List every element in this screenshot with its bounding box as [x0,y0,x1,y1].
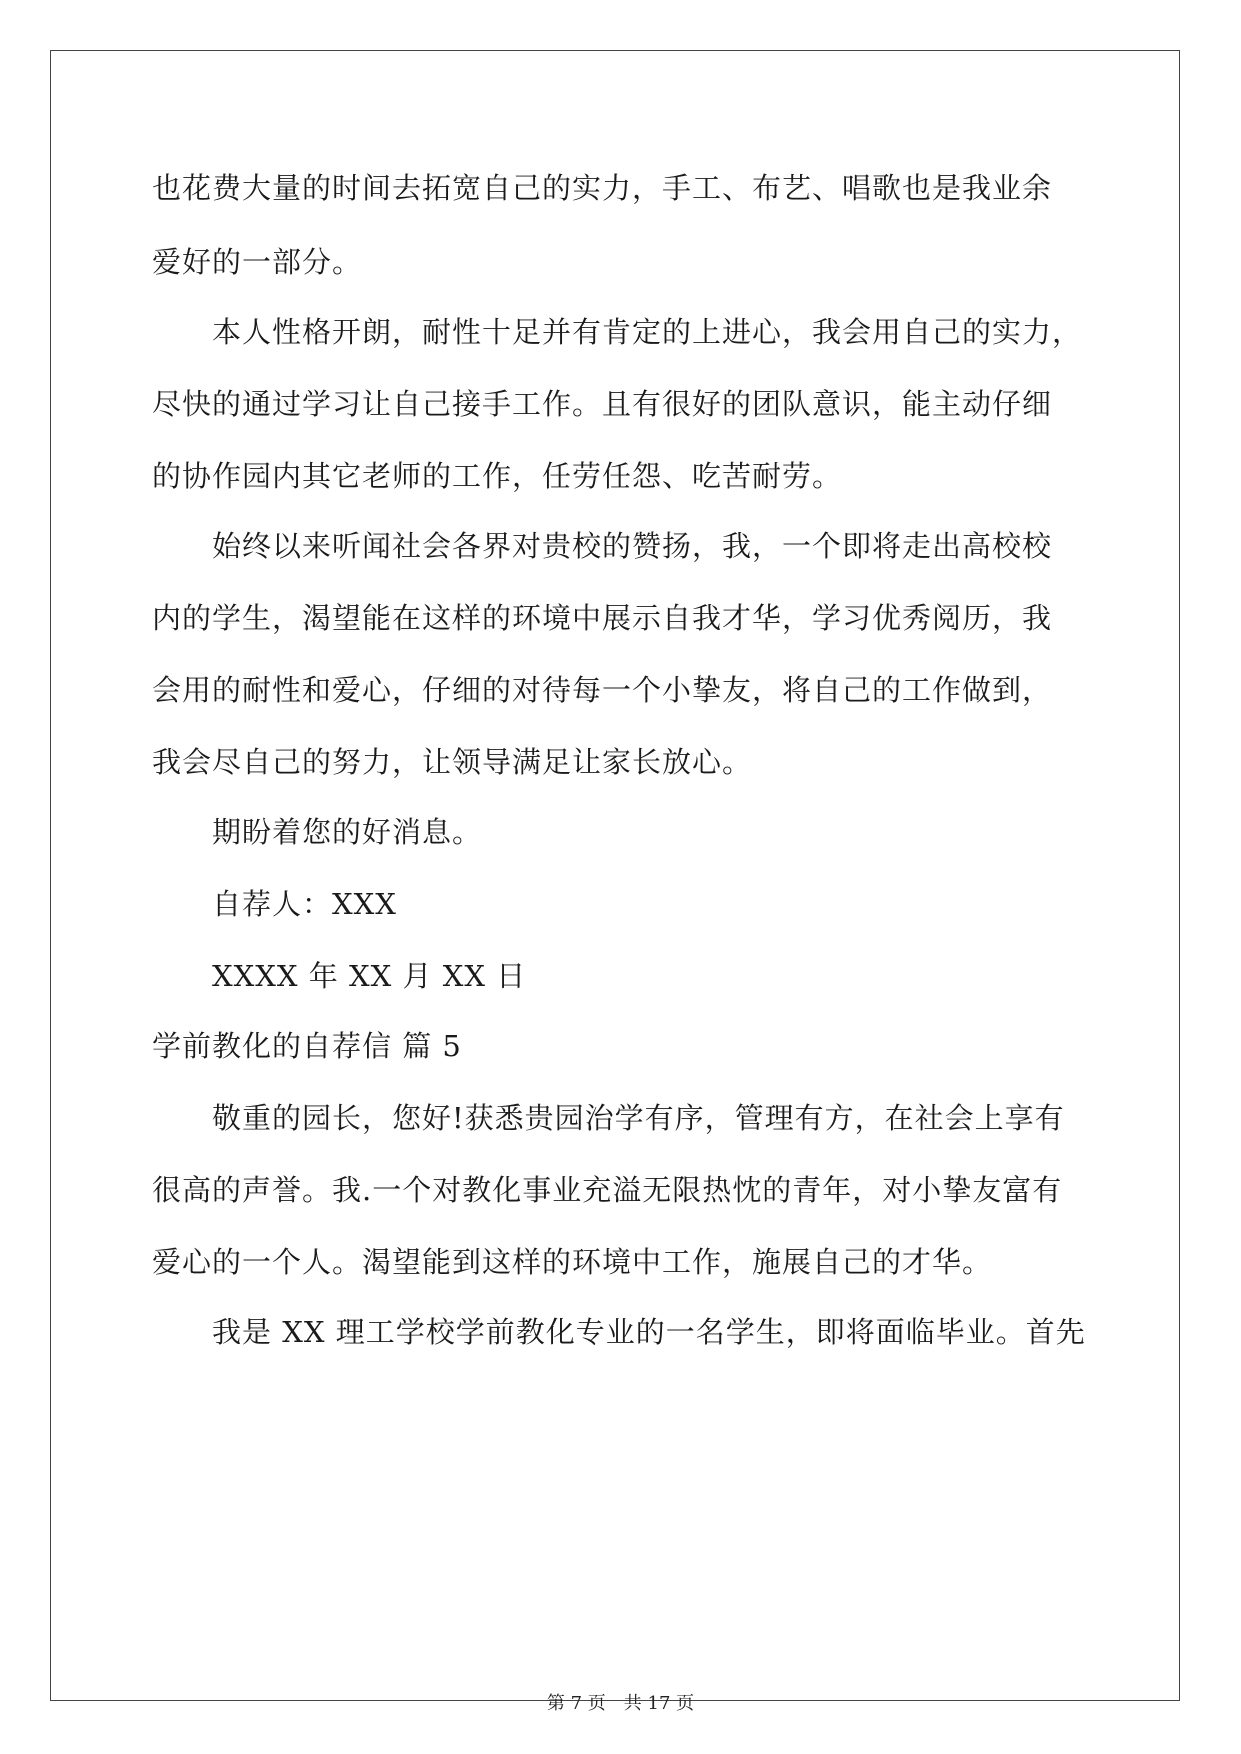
page-border [50,50,1180,1701]
body-line: 很高的声誉。我.一个对教化事业充溢无限热忱的青年，对小挚友富有 [152,1173,1063,1207]
paragraph-start-line: 始终以来听闻社会各界对贵校的赞扬，我，一个即将走出高校校 [212,529,1053,563]
date-line: XXXX 年 XX 月 XX 日 [212,959,527,993]
paragraph-start-line: 本人性格开朗，耐性十足并有肯定的上进心，我会用自己的实力， [212,315,1083,349]
body-line: 我会尽自己的努力，让领导满足让家长放心。 [152,745,753,779]
section-heading: 学前教化的自荐信 篇 5 [152,1029,462,1063]
page-number-footer: 第 7 页 共 17 页 [546,1693,695,1714]
body-line: 内的学生，渴望能在这样的环境中展示自我才华，学习优秀阅历，我 [152,601,1053,635]
signature-line: 自荐人：XXX [212,887,397,921]
body-line: 尽快的通过学习让自己接手工作。且有很好的团队意识，能主动仔细 [152,387,1053,421]
closing-line: 期盼着您的好消息。 [212,815,483,849]
body-line: 的协作园内其它老师的工作，任劳任怨、吃苦耐劳。 [152,459,843,493]
body-line: 爱心的一个人。渴望能到这样的环境中工作，施展自己的才华。 [152,1245,993,1279]
body-line: 爱好的一部分。 [152,245,363,279]
paragraph-start-line: 敬重的园长，您好!获悉贵园治学有序，管理有方，在社会上享有 [212,1101,1065,1135]
body-line: 会用的耐性和爱心，仔细的对待每一个小挚友，将自己的工作做到， [152,673,1053,707]
body-line: 也花费大量的时间去拓宽自己的实力，手工、布艺、唱歌也是我业余 [152,171,1053,205]
paragraph-start-line: 我是 XX 理工学校学前教化专业的一名学生，即将面临毕业。首先 [212,1315,1086,1349]
